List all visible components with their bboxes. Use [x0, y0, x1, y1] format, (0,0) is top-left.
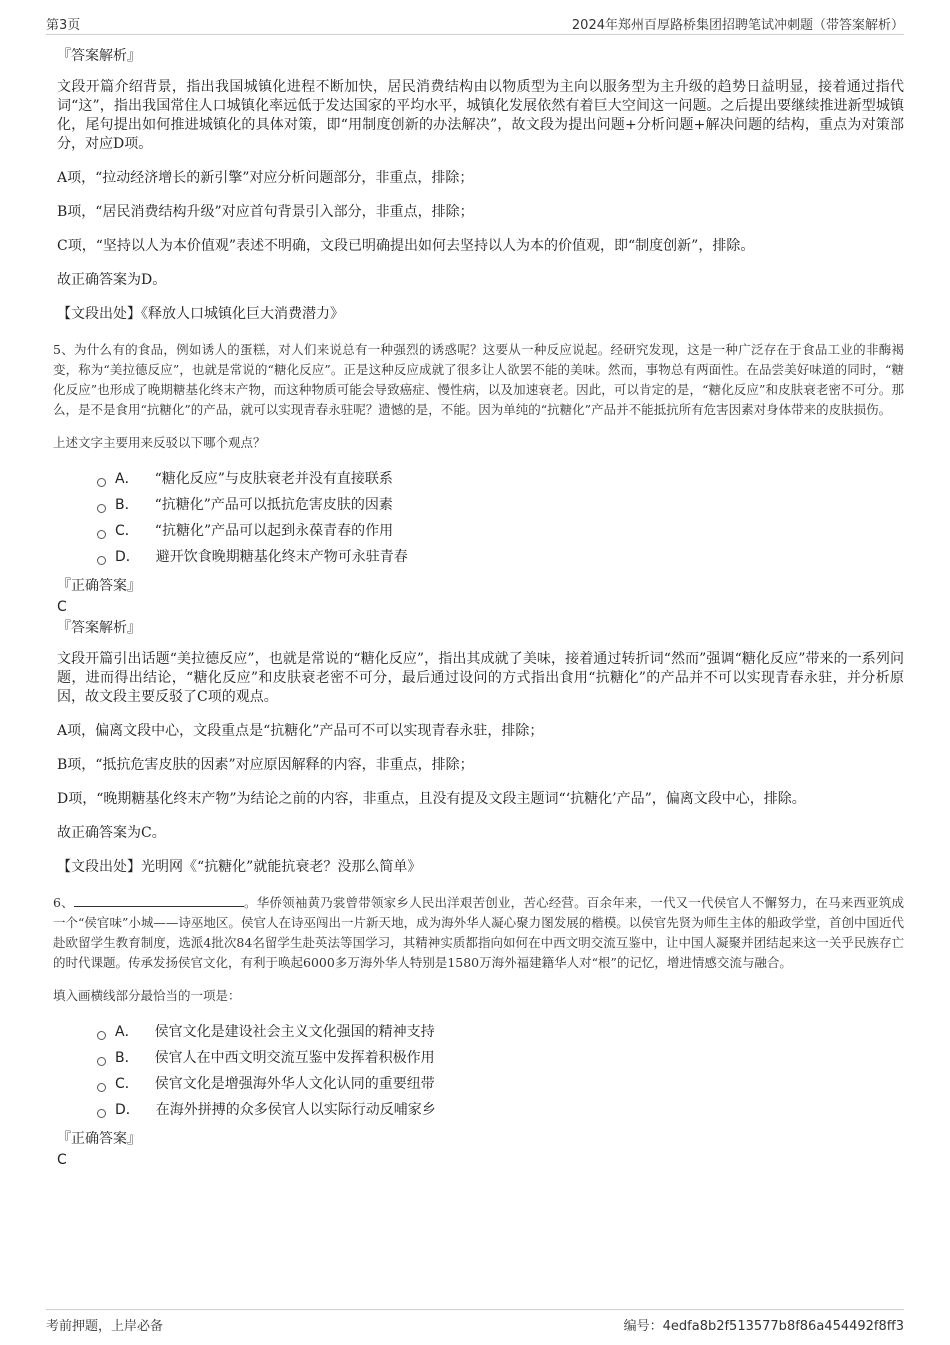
radio-icon[interactable] — [97, 1031, 106, 1040]
question-5-options — [97, 466, 904, 570]
analysis-text: 文段开篇介绍背景，指出我国城镇化进程不断加快，居民消费结构由以物质型为主向以服务型为主升级的趋势日益明显，接着通过指代词“这”，指出我国常住人口城镇化率远低于发达国家的平均水平，城镇化发展依然有着巨大空间这一问题。之后提出要继续推进新型城镇化，尾句提出如何推进城镇化的具体对策，即“用制度创新的办法解决”，故文段为提出问题+分析问题+解决问题的结构，重点为对策部分，对应D项。 — [57, 79, 904, 152]
page-number: 第3页 — [46, 18, 81, 33]
option-b[interactable]: B． “抗糖化”产品可以抵抗危害皮肤的因素 — [97, 492, 904, 518]
correct-answer: C — [57, 1152, 67, 1168]
question-5-prompt: 上述文字主要用来反驳以下哪个观点？ — [53, 435, 266, 450]
analysis-item: C项，“坚持以人为本价值观”表述不明确，文段已明确提出如何去坚持以人为本的价值观，即“制度创新”，排除。 — [57, 238, 755, 254]
question-body: 。华侨领袖黄乃裳曾带领家乡人民出洋艰苦创业，苦心经营。百余年来，一代又一代侯官人不懈努力，在马来西亚筑成一个“侯官味”小城——诗巫地区。侯官人在诗巫闯出一片新天地，成为海外华人凝心聚力图发展的楷模。以侯官先贤为师生主体的船政学堂，首创中国近代赴欧留学生教育制度，选派4批次84名留学生赴英法等国学习，其精神实质都指向如何在中西文明交流互鉴中，让中国人凝聚并团结起来这一关乎民族存亡的时代课题。传承发扬侯官文化，有利于唤起6000多万海外华人特别是1580万海外福建籍华人对“根”的记忆，增进情感交流与融合。 — [53, 895, 904, 970]
analysis-item: 故正确答案为D。 — [57, 272, 167, 288]
analysis-label: 『答案解析』 — [57, 48, 141, 64]
question-6-options — [97, 1019, 904, 1123]
option-c[interactable]: C． 侯官文化是增强海外华人文化认同的重要纽带 — [97, 1071, 904, 1097]
analysis-item: D项，“晚期糖基化终末产物”为结论之前的内容，非重点，且没有提及文段主题词“‘抗糖化’产品”，偏离文段中心，排除。 — [57, 791, 806, 807]
page-content — [53, 46, 904, 1169]
radio-icon[interactable] — [97, 1109, 106, 1118]
radio-icon[interactable] — [97, 530, 106, 539]
radio-icon[interactable] — [97, 478, 106, 487]
analysis-label: 『答案解析』 — [57, 620, 141, 636]
question-number: 6、 — [53, 895, 74, 910]
question-6-text — [53, 893, 904, 973]
radio-icon[interactable] — [97, 1057, 106, 1066]
option-d[interactable]: D． 避开饮食晚期糖基化终末产物可永驻青春 — [97, 544, 904, 570]
document-title: 2024年郑州百厚路桥集团招聘笔试冲刺题（带答案解析） — [571, 18, 904, 33]
document-code: 编号：4edfa8b2f513577b8f86a454492f8ff3 — [623, 1319, 904, 1334]
analysis-item: A项，“拉动经济增长的新引擎”对应分析问题部分，非重点，排除； — [57, 170, 474, 186]
radio-icon[interactable] — [97, 504, 106, 513]
question-6-prompt: 填入画横线部分最恰当的一项是： — [53, 988, 241, 1003]
analysis-item: 故正确答案为C。 — [57, 825, 166, 841]
analysis-text: 文段开篇引出话题“美拉德反应”，也就是常说的“糖化反应”，指出其成就了美味，接着通过转折词“然而”强调“糖化反应”带来的一系列问题，进而得出结论，“糖化反应”和皮肤衰老密不可分，最后通过设问的方式指出食用“抗糖化”的产品并不可以实现青春永驻，并分析原因，故文段主要反驳了C项的观点。 — [57, 651, 904, 705]
analysis-item: B项，“居民消费结构升级”对应首句背景引入部分，非重点，排除； — [57, 204, 474, 220]
option-d[interactable]: D． 在海外拼搏的众多侯官人以实际行动反哺家乡 — [97, 1097, 904, 1123]
analysis-item: A项，偏离文段中心，文段重点是“抗糖化”产品可不可以实现青春永驻，排除； — [57, 723, 544, 739]
page-footer — [46, 1309, 904, 1334]
option-b[interactable]: B． 侯官人在中西文明交流互鉴中发挥着积极作用 — [97, 1045, 904, 1071]
radio-icon[interactable] — [97, 556, 106, 565]
page-header — [46, 14, 904, 35]
footer-slogan: 考前押题，上岸必备 — [46, 1319, 164, 1334]
correct-answer: C — [57, 599, 67, 615]
option-a[interactable]: A． 侯官文化是建设社会主义文化强国的精神支持 — [97, 1019, 904, 1045]
source-citation: 【文段出处】光明网《“抗糖化”就能抗衰老？没那么简单》 — [57, 859, 422, 875]
option-a[interactable]: A． “糖化反应”与皮肤衰老并没有直接联系 — [97, 466, 904, 492]
option-c[interactable]: C． “抗糖化”产品可以起到永葆青春的作用 — [97, 518, 904, 544]
question-5-text: 5、为什么有的食品，例如诱人的蛋糕，对人们来说总有一种强烈的诱惑呢？这要从一种反应说起。经研究发现，这是一种广泛存在于食品工业的非酶褐变，称为“美拉德反应”，也就是常说的“糖化反应”。正是这种反应成就了很多让人欲罢不能的美味。然而，事物总有两面性。在品尝美好味道的同时，“糖化反应”也形成了晚期糖基化终末产物，而这种物质可能会导致癌症、慢性病，以及加速衰老。因此，可以肯定的是，“糖化反应”和皮肤衰老密不可分。那么，是不是食用“抗糖化”的产品，就可以实现青春永驻呢？遗憾的是，不能。因为单纯的“抗糖化”产品并不能抵抗所有危害因素对身体带来的皮肤损伤。 — [53, 342, 904, 417]
analysis-item: B项，“抵抗危害皮肤的因素”对应原因解释的内容，非重点，排除； — [57, 757, 474, 773]
answer-label: 『正确答案』 — [57, 578, 141, 594]
fill-in-blank — [74, 893, 244, 907]
radio-icon[interactable] — [97, 1083, 106, 1092]
answer-label: 『正确答案』 — [57, 1131, 141, 1147]
source-citation: 【文段出处】《释放人口城镇化巨大消费潜力》 — [57, 306, 344, 322]
